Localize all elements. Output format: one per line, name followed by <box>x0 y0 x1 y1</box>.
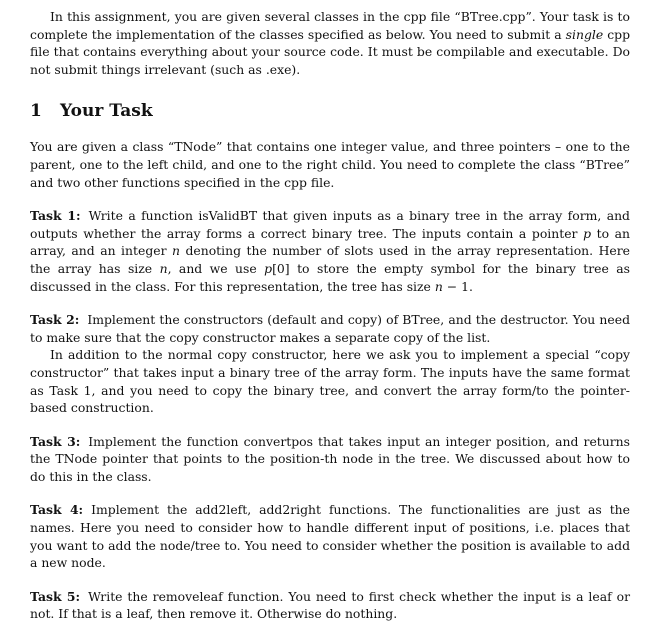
task-1-var-p0: p <box>264 260 273 276</box>
task-4-label: Task 4: <box>30 502 84 518</box>
task-5 <box>30 588 630 623</box>
task-4-paragraph <box>30 501 630 571</box>
task-1-text-e: [0] to store the empty symbol for the binary tree as discussed in the class. For this representation, the tree has size <box>30 260 631 294</box>
task-1-var-n: n <box>172 243 180 259</box>
section-heading <box>30 100 630 122</box>
section-number: 1 <box>30 101 42 122</box>
task-2-paragraph-1 <box>30 311 630 346</box>
task-1-text-c: denoting the number of slots used in the array representation. Here the array has size <box>30 243 630 276</box>
intro-text-2: cpp file that contains everything about your source code. It must be compilable and executable. Do not submit things irrelevant (such as .exe). <box>30 26 631 77</box>
task-1-var-p: p <box>583 225 591 241</box>
task-1-label: Task 1: <box>30 208 81 224</box>
task-3-paragraph <box>30 433 630 486</box>
section-title: Your Task <box>60 101 153 122</box>
task-2-label: Task 2: <box>30 312 80 328</box>
intro-emphasis: single <box>565 26 604 42</box>
task-1-paragraph <box>30 207 630 295</box>
task-5-label: Task 5: <box>30 588 81 604</box>
task-3 <box>30 433 630 486</box>
task-2 <box>30 311 630 417</box>
task-1-text-d: , and we use <box>167 260 265 276</box>
task-1 <box>30 207 630 295</box>
document-page <box>30 8 630 623</box>
task-2-text-1: Implement the constructors (default and copy) of BTree, and the destructor. You need to make sure that the copy constructor makes a separate copy of the list. <box>30 312 630 345</box>
intro-paragraph <box>30 8 630 78</box>
task-1-text-f: − 1. <box>442 278 473 294</box>
task-1-var-n3: n <box>434 278 443 294</box>
task-1-text-a: Write a function isValidBT that given inputs as a binary tree in the array form, and outputs whether the array forms a correct binary tree. The inputs contain a pointer <box>30 208 630 241</box>
task-1-var-n2: n <box>159 260 168 276</box>
task-4 <box>30 501 630 571</box>
task-1-text-b: to an array, and an integer <box>30 225 630 259</box>
task-5-paragraph <box>30 588 630 623</box>
intro-text-1: In this assignment, you are given several classes in the cpp file “BTree.cpp”. Your task is to complete the implementation of the classes specified as below. You need to submit a <box>30 9 630 42</box>
task-5-text: Write the removeleaf function. You need to first check whether the input is a leaf or not. If that is a leaf, then remove it. Otherwise do nothing. <box>30 588 630 622</box>
task-4-text: Implement the add2left, add2right functions. The functionalities are just as the names. Here you need to consider how to handle different input of positions, i.e. places that you want to add the node/tree to. You need to consider whether the position is available to add a new node. <box>30 502 630 571</box>
section-intro-paragraph: You are given a class “TNode” that contains one integer value, and three pointers – one to the parent, one to the left child, and one to the right child. You need to complete the class “BTree” and two other functions specified in the cpp file. <box>30 139 630 190</box>
task-3-text: Implement the function convertpos that takes input an integer position, and returns the TNode pointer that points to the position-th node in the tree. We discussed about how to do this in the class. <box>30 433 630 484</box>
task-2-paragraph-2: In addition to the normal copy constructor, here we ask you to implement a special “copy constructor” that takes input a binary tree of the array form. The inputs have the same format as Task 1, and you need to copy the binary tree, and convert the array form/to the pointer-based construction. <box>30 347 630 416</box>
task-3-label: Task 3: <box>30 433 81 449</box>
